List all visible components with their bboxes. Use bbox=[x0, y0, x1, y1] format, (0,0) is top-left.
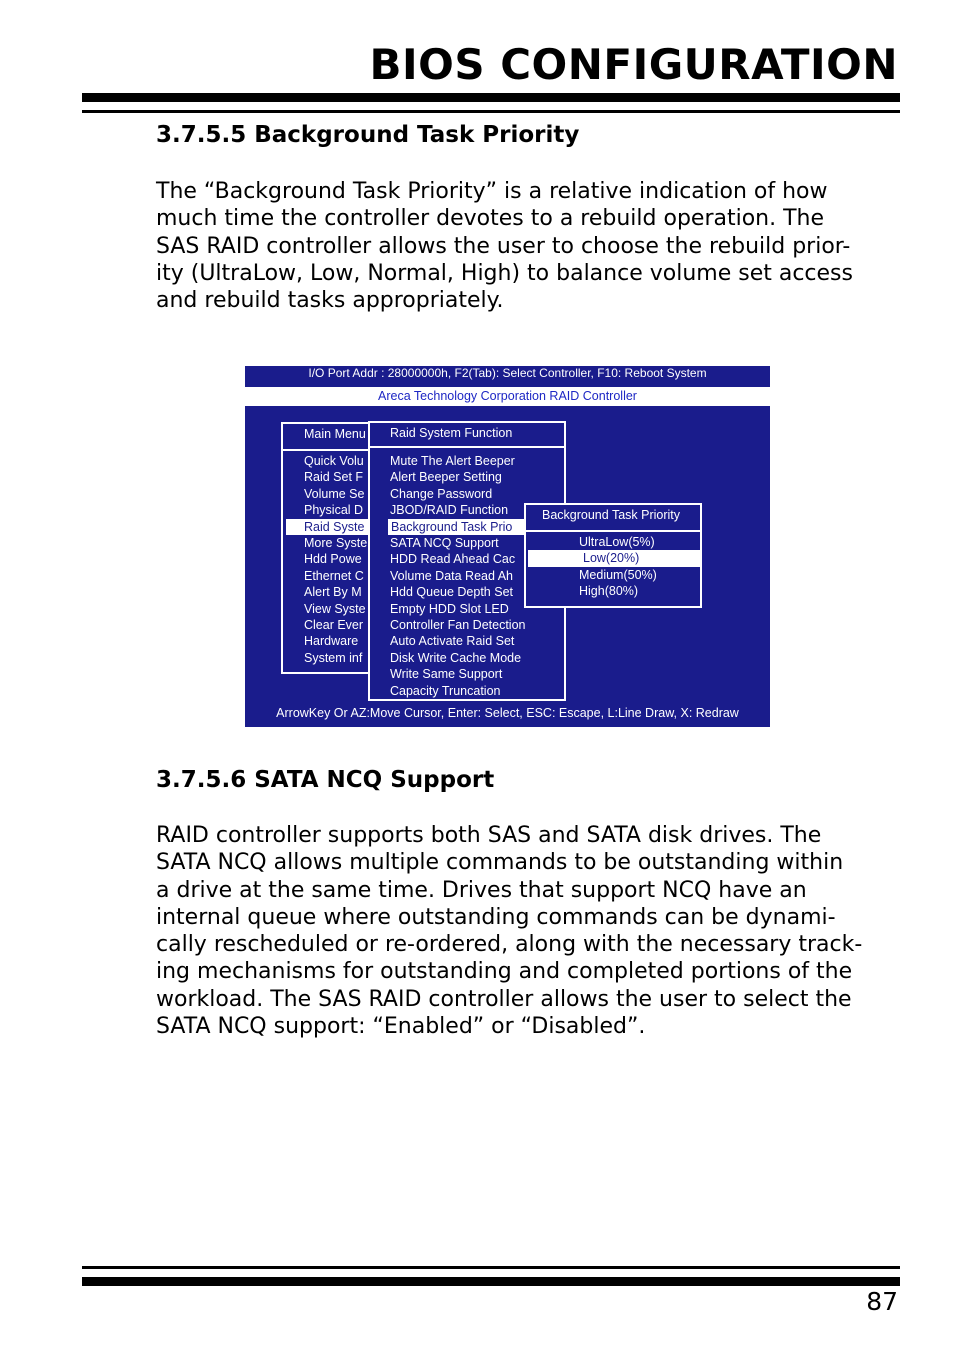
priority-menu-title: Background Task Priority bbox=[542, 508, 681, 522]
background-task-priority-panel bbox=[524, 503, 702, 608]
raid-menu-divider bbox=[370, 446, 564, 448]
raid-menu-item[interactable]: Volume Data Read Ah bbox=[390, 568, 513, 583]
section-heading-background-task-priority: 3.7.5.5 Background Task Priority bbox=[156, 122, 580, 148]
main-menu-item[interactable]: Volume Se bbox=[304, 486, 365, 501]
main-menu-title: Main Menu bbox=[304, 427, 366, 441]
raid-menu-item[interactable]: Controller Fan Detection bbox=[390, 618, 526, 632]
section-heading-sata-ncq-support: 3.7.5.6 SATA NCQ Support bbox=[156, 767, 495, 793]
main-menu-item[interactable]: Hdd Powe bbox=[304, 552, 362, 567]
raid-menu-item[interactable]: Empty HDD Slot LED bbox=[390, 601, 509, 616]
paragraph-line: a drive at the same time. Drives that support NCQ have an bbox=[156, 877, 807, 903]
raid-menu-item[interactable]: Hdd Queue Depth Set bbox=[390, 585, 513, 600]
raid-menu-item[interactable]: Alert Beeper Setting bbox=[390, 470, 502, 485]
paragraph-line: The “Background Task Priority” is a relative indication of how bbox=[156, 179, 828, 204]
paragraph-line: RAID controller supports both SAS and SATA disk drives. The bbox=[156, 823, 822, 848]
priority-option[interactable]: High(80%) bbox=[579, 584, 639, 599]
paragraph-line: SATA NCQ support: “Enabled” or “Disabled”. bbox=[156, 1014, 646, 1040]
paragraph-line: internal queue where outstanding commands can be dynami- bbox=[156, 904, 836, 930]
header-rule-thin bbox=[82, 110, 900, 113]
raid-menu-item[interactable]: Write Same Support bbox=[390, 667, 503, 682]
raid-menu-item-selected[interactable]: Background Task Prio bbox=[388, 519, 548, 535]
raid-menu-item[interactable]: Auto Activate Raid Set bbox=[390, 634, 515, 649]
raid-menu-title: Raid System Function bbox=[390, 426, 513, 440]
raid-menu-item[interactable]: HDD Read Ahead Cac bbox=[390, 552, 516, 567]
raid-menu-item[interactable]: JBOD/RAID Function bbox=[390, 503, 509, 518]
main-menu-item[interactable]: Physical D bbox=[304, 503, 364, 518]
raid-menu-item[interactable]: SATA NCQ Support bbox=[390, 536, 499, 550]
priority-option[interactable]: Medium(50%) bbox=[579, 567, 657, 582]
bios-bottom-help-line: ArrowKey Or AZ:Move Cursor, Enter: Select, ESC: Escape, L:Line Draw, X: Redraw bbox=[276, 706, 739, 720]
raid-menu-item[interactable]: Capacity Truncation bbox=[390, 683, 501, 698]
main-menu-item[interactable]: Ethernet C bbox=[304, 568, 364, 583]
raid-menu-item[interactable]: Change Password bbox=[390, 486, 493, 501]
priority-option[interactable]: UltraLow(5%) bbox=[579, 535, 655, 549]
priority-option-selected[interactable]: Low(20%) bbox=[528, 550, 700, 566]
raid-menu-item[interactable]: Disk Write Cache Mode bbox=[390, 650, 522, 665]
main-menu-item-selected[interactable]: Raid Syste bbox=[286, 519, 421, 535]
page-title: BIOS CONFIGURATION bbox=[369, 40, 898, 89]
main-menu-item[interactable]: Raid Set F bbox=[304, 470, 364, 485]
main-menu-item[interactable]: System inf bbox=[304, 650, 363, 665]
paragraph-line: SAS RAID controller allows the user to choose the rebuild prior- bbox=[156, 233, 851, 259]
section1-paragraph bbox=[156, 178, 896, 314]
main-menu-item[interactable]: View Syste bbox=[304, 601, 366, 616]
page-number: 87 bbox=[866, 1287, 898, 1316]
paragraph-line: SATA NCQ allows multiple commands to be outstanding within bbox=[156, 850, 844, 876]
footer-rule-thin bbox=[82, 1266, 900, 1269]
paragraph-line: ity (UltraLow, Low, Normal, High) to balance volume set access bbox=[156, 260, 853, 286]
paragraph-line: workload. The SAS RAID controller allows the user to select the bbox=[156, 986, 852, 1012]
main-menu-item[interactable]: Quick Volu bbox=[304, 454, 364, 468]
raid-menu-item[interactable]: Mute The Alert Beeper bbox=[390, 454, 515, 468]
section2-paragraph bbox=[156, 822, 896, 1040]
bios-title-bar: Areca Technology Corporation RAID Controller bbox=[245, 387, 770, 406]
main-menu-item[interactable]: Alert By M bbox=[304, 585, 362, 600]
priority-menu-divider bbox=[526, 530, 700, 532]
main-menu-item[interactable]: More Syste bbox=[304, 536, 368, 550]
paragraph-line: much time the controller devotes to a rebuild operation. The bbox=[156, 206, 825, 232]
paragraph-line: ing mechanisms for outstanding and completed portions of the bbox=[156, 959, 853, 985]
bios-screen bbox=[245, 366, 770, 727]
paragraph-line: cally rescheduled or re-ordered, along with the necessary track- bbox=[156, 932, 863, 958]
paragraph-line: and rebuild tasks appropriately. bbox=[156, 288, 504, 314]
footer-rule-thick bbox=[82, 1277, 900, 1286]
main-menu-item[interactable]: Hardware bbox=[304, 634, 359, 649]
main-menu-item[interactable]: Clear Ever bbox=[304, 618, 364, 632]
header-rule-thick bbox=[82, 93, 900, 102]
bios-top-line: I/O Port Addr : 28000000h, F2(Tab): Select Controller, F10: Reboot System bbox=[308, 366, 707, 380]
